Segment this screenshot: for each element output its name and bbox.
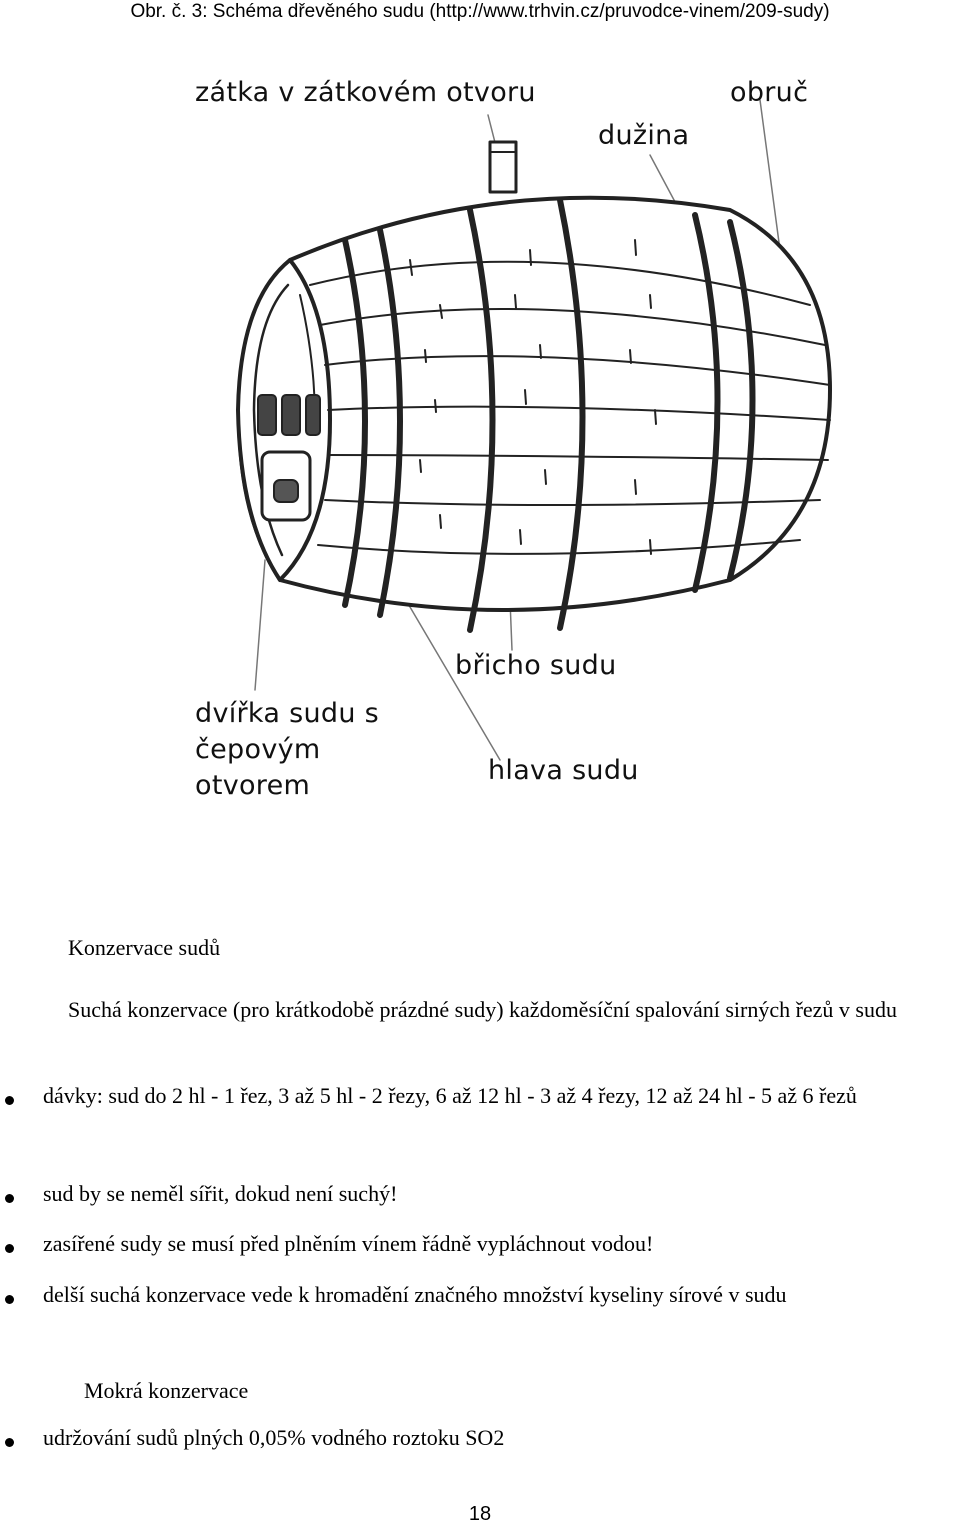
list-item-text: udržování sudů plných 0,05% vodného roztoku SO2: [43, 1425, 505, 1450]
label-door: dvířka sudu s čepovým otvorem: [195, 698, 379, 801]
label-stave: dužina: [598, 120, 690, 151]
list-item: [0, 1085, 960, 1173]
page-number: 18: [468, 1503, 492, 1525]
list-item: [0, 1284, 960, 1328]
list-item-text: dávky: sud do 2 hl - 1 řez, 3 až 5 hl - 2 řezy, 6 až 12 hl - 3 až 4 řezy, 12 až 24 hl - 5 až 6 řezů: [43, 1083, 857, 1108]
bullet-icon: [5, 1295, 14, 1304]
list-item-text: sud by se neměl sířit, dokud není suchý!: [43, 1181, 398, 1206]
figure-caption: Obr. č. 3: Schéma dřevěného sudu (http://www.trhvin.cz/pruvodce-vinem/209-sudy): [130, 1, 830, 22]
section-heading-wet: Mokrá konzervace: [84, 1378, 249, 1403]
bullet-icon: [5, 1096, 14, 1105]
list-item: [0, 1427, 960, 1471]
dry-intro-paragraph: Suchá konzervace (pro krátkodobě prázdné sudy) každoměsíční spalování sirných řezů v sudu: [68, 997, 897, 1022]
list-item: [0, 1183, 960, 1227]
barrel-diagram: [170, 60, 870, 820]
bullet-icon: [5, 1244, 14, 1253]
list-item-text: delší suchá konzervace vede k hromadění značného množství kyseliny sírové v sudu: [43, 1282, 787, 1307]
label-bilge: břicho sudu: [455, 650, 617, 681]
bullet-icon: [5, 1438, 14, 1447]
label-hoop: obruč: [730, 77, 809, 108]
list-item-text: zasířené sudy se musí před plněním vínem řádně vypláchnout vodou!: [43, 1231, 654, 1256]
label-head: hlava sudu: [488, 755, 639, 786]
label-bung: zátka v zátkovém otvoru: [195, 77, 536, 108]
list-item: [0, 1233, 960, 1277]
section-heading-dry: Konzervace sudů: [68, 935, 221, 960]
bullet-icon: [5, 1194, 14, 1203]
